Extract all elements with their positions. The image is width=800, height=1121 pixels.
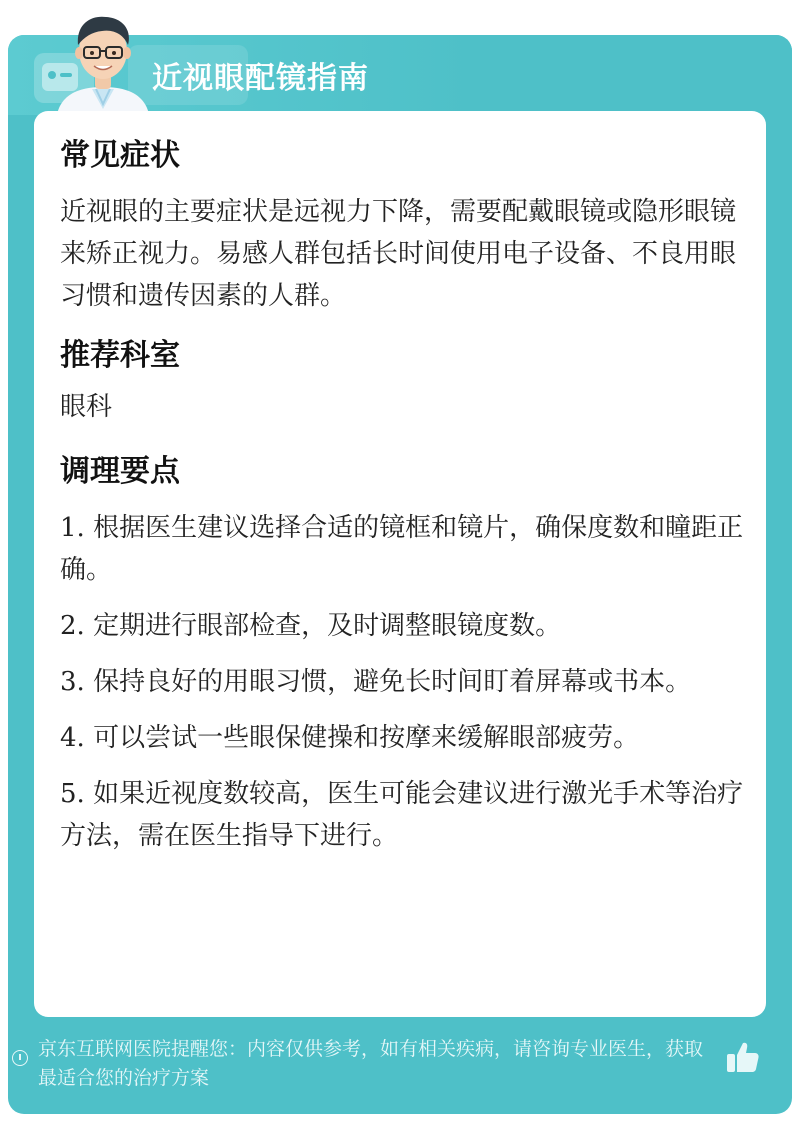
- list-item: [60, 507, 750, 591]
- list-item-number: 4.: [60, 723, 85, 753]
- department-heading: 推荐科室: [60, 338, 180, 373]
- list-item-number: 2.: [60, 611, 85, 641]
- content: [60, 133, 750, 871]
- page-title: 近视眼配镜指南: [152, 61, 369, 96]
- department-text: 眼科: [60, 392, 113, 422]
- list-item: [60, 773, 750, 857]
- list-item-text: 保持良好的用眼习惯，避免长时间盯着屏幕或书本。: [93, 667, 692, 697]
- care-tips-list: [60, 507, 750, 857]
- list-item: [60, 605, 750, 647]
- care-heading: 调理要点: [60, 454, 180, 489]
- info-icon: [12, 1050, 28, 1066]
- list-item: [60, 661, 750, 703]
- disclaimer-text: 京东互联网医院提醒您：内容仅供参考，如有相关疾病，请咨询专业医生，获取最适合您的治疗方案: [38, 1038, 704, 1089]
- list-item: [60, 717, 750, 759]
- doctor-avatar: [48, 9, 158, 121]
- guide-panel: [8, 35, 792, 1114]
- symptoms-heading: 常见症状: [60, 138, 180, 173]
- symptoms-text: 近视眼的主要症状是远视力下降，需要配戴眼镜或隐形眼镜来矫正视力。易感人群包括长时间使用电子设备、不良用眼习惯和遗传因素的人群。: [60, 197, 737, 311]
- content-card: [34, 111, 766, 1017]
- list-item-text: 定期进行眼部检查，及时调整眼镜度数。: [93, 611, 562, 641]
- list-item-number: 5.: [60, 779, 85, 809]
- list-item-number: 1.: [60, 513, 85, 543]
- list-item-number: 3.: [60, 667, 85, 697]
- thumbs-up-icon[interactable]: [724, 1039, 760, 1075]
- list-item-text: 可以尝试一些眼保健操和按摩来缓解眼部疲劳。: [93, 723, 640, 753]
- list-item-text: 根据医生建议选择合适的镜框和镜片，确保度数和瞳距正确。: [60, 513, 744, 585]
- list-item-text: 如果近视度数较高，医生可能会建议进行激光手术等治疗方法，需在医生指导下进行。: [60, 779, 744, 851]
